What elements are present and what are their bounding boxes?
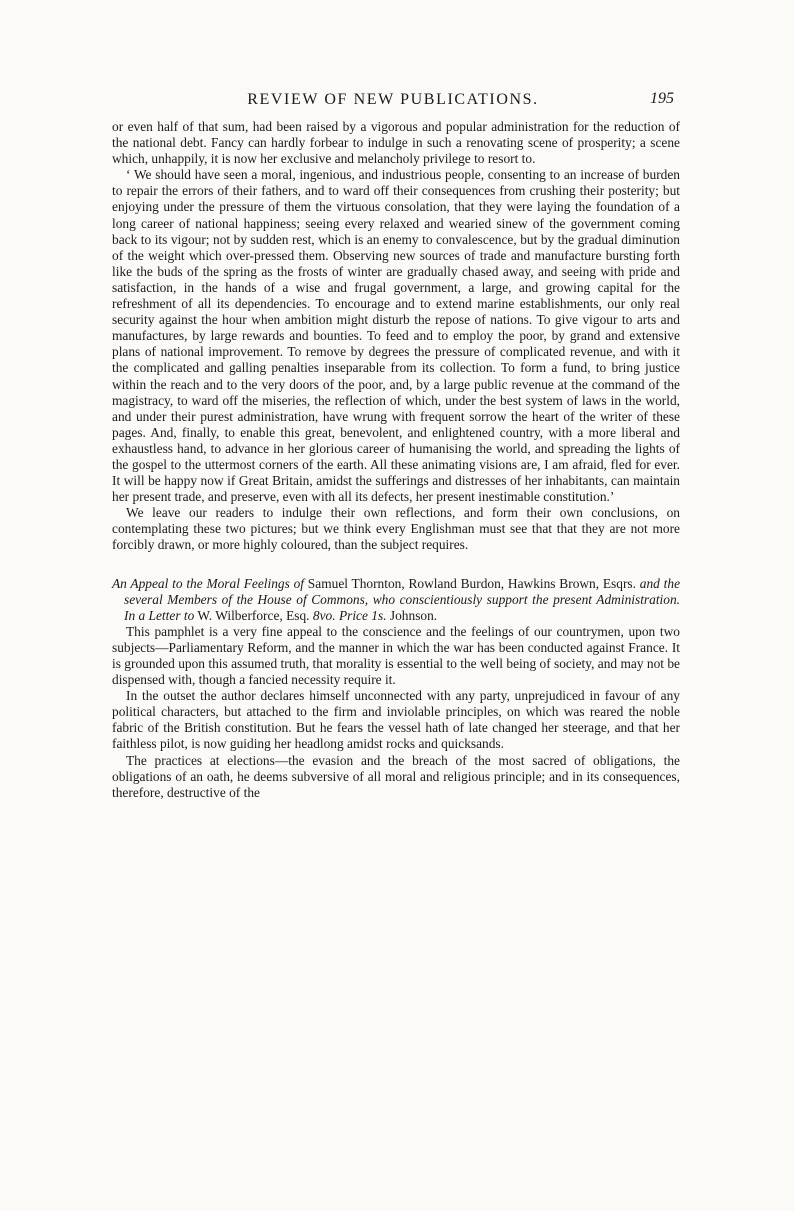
review-paragraph-3: The practices at elections—the evasion and the breach of the most sacred of obligations, the obligations of an oath, he deems subversive of all moral and religious principle; and in its consequences, therefore, destructive of the — [112, 752, 680, 800]
title-price: Price 1s. — [338, 607, 387, 623]
title-publisher: Johnson. — [386, 607, 438, 623]
review-title-text — [112, 576, 680, 624]
paragraph-3: We leave our readers to indulge their own reflections, and form their own conclusions, on contemplating these two pictures; but we think every Englishman must see that that they are not more forcibly drawn, or more highly coloured, than the subject requires. — [112, 505, 680, 553]
title-recipient: W. Wilberforce, Esq. — [194, 607, 310, 623]
review-paragraph-1: This pamphlet is a very fine appeal to the conscience and the feelings of our countrymen, upon two subjects—Parliamentary Reform, and the manner in which the war has been conducted against France. It is grounded upon this assumed truth, that morality is essential to the well being of society, and may not be dispensed with, though a fancied necessity require it. — [112, 623, 680, 688]
title-names: Samuel Thornton, Rowland Burdon, Hawkins Brown, Esqrs. — [304, 575, 636, 591]
page-header — [112, 86, 674, 114]
review-paragraph-2: In the outset the author declares himself unconnected with any party, unprejudiced in favour of any political characters, but attached to the firm and inviolable principles, on which was reared the noble fabric of the British constitution. But he fears the vessel hath of late changed her steerage, and that her faithless pilot, is now guiding her headlong amidst rocks and quicksands. — [112, 688, 680, 752]
title-italic: An Appeal to the Moral Feelings of — [112, 575, 305, 591]
review-title — [112, 576, 680, 624]
title-italic-2: and the several Members of the House of Commons, who conscientiously support the present Administration. In a Letter to — [124, 575, 681, 623]
paragraph-1: or even half of that sum, had been raised by a vigorous and popular administration for the reduction of the national debt. Fancy can hardly forbear to indulge in such a renovating scene of prosperity; a scene which, unhappily, it is now her exclusive and melancholy privilege to resort to. — [112, 119, 680, 167]
title-format: 8vo. — [309, 607, 336, 623]
paragraph-2: ‘ We should have seen a moral, ingenious, and industrious people, consenting to an increase of burden to repair the errors of their fathers, and to ward off their consequences from crushing their posterity; but enjoying under the pressure of them the virtuous consolation, that they were laying the foundation of a long career of national happiness; seeing every relaxed and wearied sinew of the government coming back to its vigour; not by sudden rest, which is an enemy to convalescence, but by the gradual diminution of the weight which over-pressed them. Observing new sources of trade and manufacture bursting forth like the buds of the spring as the frosts of winter are gradually chased away, and seeing with pride and satisfaction, in the hands of a wise and frugal government, a large, and growing capital for the refreshment of all its dependencies. To encourage and to extend marine establishments, our only real security against the hour when ambition might disturb the repose of nations. To give vigour to arts and manufactures, by large rewards and bounties. To feed and to employ the poor, by grand and extensive plans of national improvement. To remove by degrees the pressure of complicated revenue, and with it the complicated and galling penalties inseparable from its collection. To form a fund, to bring justice within the reach and to the very doors of the poor, and, by a large public revenue at the command of the magistracy, to ward off the miseries, the reflection of which, under the best system of laws in the world, and under their purest administration, have wrung with frequent sorrow the heart of the writer of these pages. And, finally, to enable this great, benevolent, and enlightened country, with a more liberal and exhaustless hand, to advance in her glorious career of humanising the world, and spreading the lights of the gospel to the uttermost corners of the earth. All these animating visions are, I am afraid, fled for ever. It will be happy now if Great Britain, amidst the sufferings and distresses of her inhabitants, can maintain her present trade, and preserve, even with all its defects, her present inestimable constitution.’ — [112, 167, 680, 505]
section-gap — [112, 554, 680, 576]
running-head: REVIEW OF NEW PUBLICATIONS. — [247, 91, 539, 108]
page-body — [112, 119, 680, 801]
page-number: 195 — [650, 90, 674, 107]
